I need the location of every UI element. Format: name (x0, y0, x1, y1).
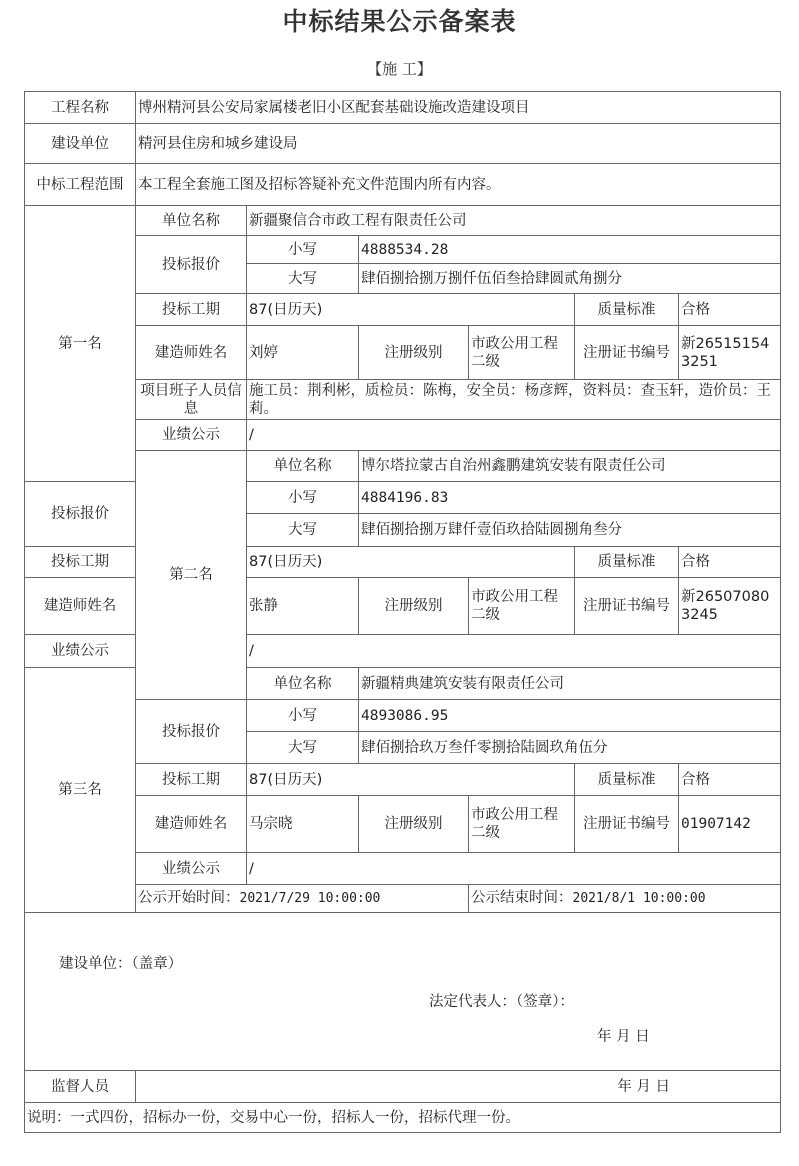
publicity-end-value: 2021/8/1 10:00:00 (572, 891, 706, 906)
rank3-price-lower-row (25, 700, 781, 732)
builder-name-label: 建造师姓名 (136, 326, 247, 380)
publicity-end (469, 885, 781, 913)
rank1-performance-row (25, 420, 781, 451)
rank1-quality: 合格 (679, 294, 781, 326)
reg-level-label: 注册级别 (359, 578, 469, 635)
cert-no-label: 注册证书编号 (575, 326, 679, 380)
rank3-builder: 马宗晓 (247, 796, 359, 853)
rank2-price-upper: 肆佰捌拾捌万肆仟壹佰玖拾陆圆捌角叁分 (359, 514, 781, 547)
upper-label: 大写 (247, 264, 359, 294)
rank1-duration: 87(日历天) (247, 294, 575, 326)
scope-value: 本工程全套施工图及招标答疑补充文件范围内所有内容。 (136, 164, 781, 206)
supervisor-label: 监督人员 (25, 1071, 136, 1103)
rank2-cert: 新265070803245 (679, 578, 781, 635)
rank3-performance: / (247, 853, 781, 885)
team-label: 项目班子人员信息 (136, 380, 247, 420)
cert-no-label: 注册证书编号 (575, 578, 679, 635)
lower-label: 小写 (247, 700, 359, 732)
project-name-row (25, 92, 781, 124)
signature-row (25, 913, 781, 1071)
note-row (25, 1103, 781, 1133)
publicity-start-label: 公示开始时间： (138, 890, 240, 906)
legal-rep-label: 法定代表人：（签章）： (429, 994, 574, 1010)
rank3-quality: 合格 (679, 764, 781, 796)
rank3-label: 第三名 (25, 668, 136, 913)
rank2-builder: 张静 (247, 578, 359, 635)
rank2-performance: / (247, 635, 781, 668)
upper-label: 大写 (247, 732, 359, 764)
rank2-quality: 合格 (679, 547, 781, 578)
rank1-level: 市政公用工程二级 (469, 326, 575, 380)
record-table (24, 91, 781, 1133)
rank2-price-lower: 4884196.83 (359, 482, 781, 514)
rank3-performance-row (25, 853, 781, 885)
publicity-start (136, 885, 469, 913)
owner-seal-label: 建设单位：（盖章） (59, 956, 183, 972)
rank3-level: 市政公用工程二级 (469, 796, 575, 853)
quality-label: 质量标准 (575, 764, 679, 796)
rank1-unit: 新疆聚信合市政工程有限责任公司 (247, 206, 781, 236)
rank2-unit-row (25, 451, 781, 482)
owner-value: 精河县住房和城乡建设局 (136, 124, 781, 164)
supervisor-row (25, 1071, 781, 1103)
rank3-price-lower: 4893086.95 (359, 700, 781, 732)
unit-name-label: 单位名称 (136, 206, 247, 236)
signature-date: 年 月 日 (597, 1029, 650, 1045)
signature-block (25, 913, 781, 1071)
rank1-team: 施工员：荆利彬，质检员：陈梅，安全员：杨彦辉，资料员：查玉轩，造价员：王莉。 (247, 380, 781, 420)
rank1-price-upper: 肆佰捌拾捌万捌仟伍佰叁拾肆圆贰角捌分 (359, 264, 781, 294)
performance-label: 业绩公示 (136, 853, 247, 885)
rank1-label: 第一名 (25, 206, 136, 482)
publicity-row (25, 885, 781, 913)
duration-label: 投标工期 (136, 294, 247, 326)
rank2-level: 市政公用工程二级 (469, 578, 575, 635)
rank1-cert: 新265151543251 (679, 326, 781, 380)
page-title: 中标结果公示备案表 (282, 7, 517, 36)
owner-label: 建设单位 (25, 124, 136, 164)
rank3-duration: 87(日历天) (247, 764, 575, 796)
rank2-duration: 87(日历天) (247, 547, 575, 578)
note-text: 说明：一式四份，招标办一份，交易中心一份，招标人一份，招标代理一份。 (25, 1103, 781, 1133)
page-subtitle: 【施 工】 (367, 60, 432, 78)
rank1-price-lower: 4888534.28 (359, 236, 781, 264)
project-name-value: 博州精河县公安局家属楼老旧小区配套基础设施改造建设项目 (136, 92, 781, 124)
rank1-team-row (25, 380, 781, 420)
publicity-end-label: 公示结束时间： (471, 890, 573, 906)
scope-label: 中标工程范围 (25, 164, 136, 206)
unit-name-label: 单位名称 (247, 451, 359, 482)
rank3-builder-row (25, 796, 781, 853)
project-name-label: 工程名称 (25, 92, 136, 124)
performance-label: 业绩公示 (25, 635, 136, 668)
quality-label: 质量标准 (575, 547, 679, 578)
lower-label: 小写 (247, 482, 359, 514)
rank1-unit-row (25, 206, 781, 236)
supervisor-date: 年 月 日 (136, 1071, 781, 1103)
quality-label: 质量标准 (575, 294, 679, 326)
rank3-cert: 01907142 (679, 796, 781, 853)
rank2-unit: 博尔塔拉蒙古自治州鑫鹏建筑安装有限责任公司 (359, 451, 781, 482)
cert-no-label: 注册证书编号 (575, 796, 679, 853)
rank3-unit: 新疆精典建筑安装有限责任公司 (359, 668, 781, 700)
bid-price-label: 投标报价 (25, 482, 136, 547)
reg-level-label: 注册级别 (359, 326, 469, 380)
bid-price-label: 投标报价 (136, 236, 247, 294)
bid-price-label: 投标报价 (136, 700, 247, 764)
builder-name-label: 建造师姓名 (25, 578, 136, 635)
rank1-duration-row (25, 294, 781, 326)
duration-label: 投标工期 (136, 764, 247, 796)
rank3-price-upper: 肆佰捌拾玖万叁仟零捌拾陆圆玖角伍分 (359, 732, 781, 764)
publicity-start-value: 2021/7/29 10:00:00 (239, 891, 381, 906)
performance-label: 业绩公示 (136, 420, 247, 451)
upper-label: 大写 (247, 514, 359, 547)
owner-row (25, 124, 781, 164)
duration-label: 投标工期 (25, 547, 136, 578)
rank1-price-lower-row (25, 236, 781, 264)
rank2-label: 第二名 (136, 451, 247, 700)
lower-label: 小写 (247, 236, 359, 264)
rank1-builder: 刘婷 (247, 326, 359, 380)
reg-level-label: 注册级别 (359, 796, 469, 853)
unit-name-label: 单位名称 (247, 668, 359, 700)
rank1-builder-row (25, 326, 781, 380)
scope-row (25, 164, 781, 206)
builder-name-label: 建造师姓名 (136, 796, 247, 853)
rank1-performance: / (247, 420, 781, 451)
rank3-duration-row (25, 764, 781, 796)
